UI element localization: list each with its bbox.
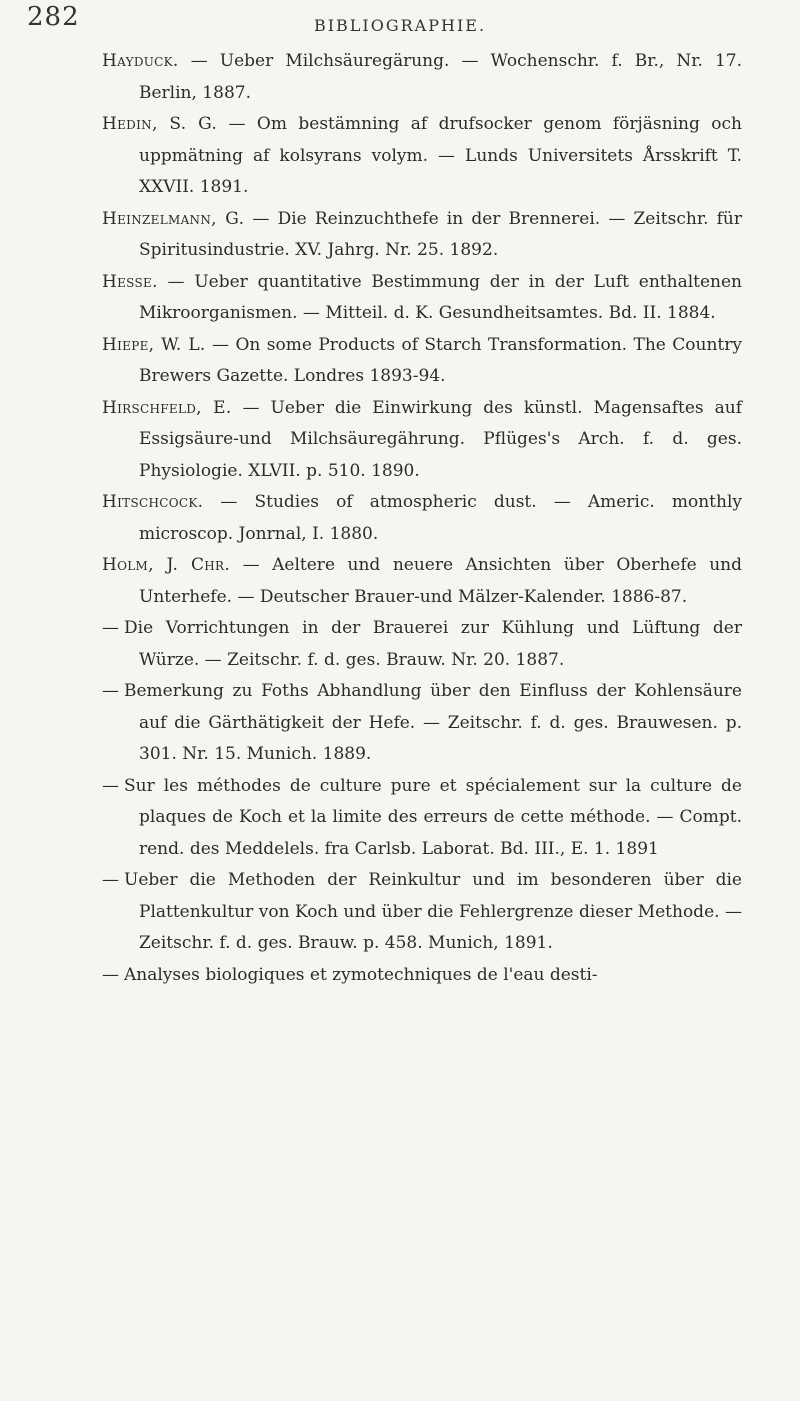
entry-text: — Ueber die Einwirkung des künstl. Magensaftes auf Essigsäure-und Milchsäuregährung. Pflüges's Arch. f. d. ges. Physiologie. XLVII. p. 510. 1890. <box>139 397 743 481</box>
entry-text: — Om bestämning af drufsocker genom förjäsning och uppmätning af kolsyrans volym. — Lunds Universitets Årsskrift T. XXVII. 1891. <box>139 114 742 197</box>
entry-text: Bemerkung zu Foths Abhandlung über den Einfluss der Kohlensäure auf die Gärthätigkeit der Hefe. — Zeitschr. f. d. ges. Brauwesen. p. 301. Nr. 15. Munich. 1889. <box>124 681 742 764</box>
bib-entry <box>102 109 742 204</box>
entry-text: Sur les méthodes de culture pure et spécialement sur la culture de plaques de Koch et la limite des erreurs de cette méthode. — Compt. rend. des Meddelels. fra Carlsb. Laborat. Bd. III., E. 1. 1891 <box>124 775 742 859</box>
entry-text: — Ueber Milchsäuregärung. — Wochenschr. f. Br., Nr. 17. Berlin, 1887. <box>139 51 742 103</box>
bib-entry <box>102 267 742 330</box>
entry-text: — Studies of atmospheric dust. — Americ. monthly microscop. Jonrnal, I. 1880. <box>139 492 742 544</box>
bib-entry <box>102 613 742 676</box>
bib-entry <box>102 771 742 866</box>
bib-entry <box>102 204 742 267</box>
entry-author: Hayduck. <box>102 51 179 71</box>
ditto-dash: — <box>102 870 119 890</box>
bib-entry <box>102 46 742 109</box>
entry-author: Hiepe, W. L. <box>102 334 206 355</box>
entry-author: Heinzelmann, G. <box>102 208 245 229</box>
bib-entry <box>102 487 742 550</box>
page-number: 282 <box>27 2 80 32</box>
bib-entry <box>102 960 742 992</box>
entry-author: Hitschcock. <box>102 492 204 512</box>
entry-author: Hesse. <box>102 271 158 292</box>
running-head: BIBLIOGRAPHIE. <box>313 16 487 35</box>
entry-text: — Ueber quantitative Bestimmung der in der Luft enthaltenen Mikroorganismen. — Mitteil. d. K. Gesundheitsamtes. Bd. II. 1884. <box>139 271 742 323</box>
entry-text: Ueber die Methoden der Reinkultur und im besonderen über die Plattenkultur von Koch und über die Fehlergrenze dieser Methode. — Zeitschr. f. d. ges. Brauw. p. 458. Munich, 1891. <box>124 870 742 953</box>
ditto-dash: — <box>102 681 119 701</box>
entry-author: Hirschfeld, E. <box>102 397 232 418</box>
bib-entry <box>102 550 742 613</box>
ditto-dash: — <box>102 964 119 985</box>
bibliography-list <box>102 46 742 991</box>
entry-text: — Aeltere und neuere Ansichten über Oberhefe und Unterhefe. — Deutscher Brauer-und Mälzer-Kalender. 1886-87. <box>139 555 743 607</box>
ditto-dash: — <box>102 775 119 796</box>
bib-entry <box>102 865 742 960</box>
bib-entry <box>102 676 742 771</box>
entry-author: Hedin, S. G. <box>102 114 218 134</box>
bib-entry <box>102 393 742 488</box>
bib-entry <box>102 330 742 393</box>
entry-author: Holm, J. Chr. <box>102 555 231 575</box>
ditto-dash: — <box>102 618 119 638</box>
entry-text: Analyses biologiques et zymotechniques de l'eau desti- <box>124 964 598 985</box>
entry-text: Die Vorrichtungen in der Brauerei zur Kühlung und Lüftung der Würze. — Zeitschr. f. d. ges. Brauw. Nr. 20. 1887. <box>124 618 742 670</box>
entry-text: — On some Products of Starch Transformation. The Country Brewers Gazette. Londres 1893-94. <box>139 334 742 386</box>
entry-text: — Die Reinzuchthefe in der Brennerei. — Zeitschr. für Spiritusindustrie. XV. Jahrg. Nr. 25. 1892. <box>139 208 743 260</box>
